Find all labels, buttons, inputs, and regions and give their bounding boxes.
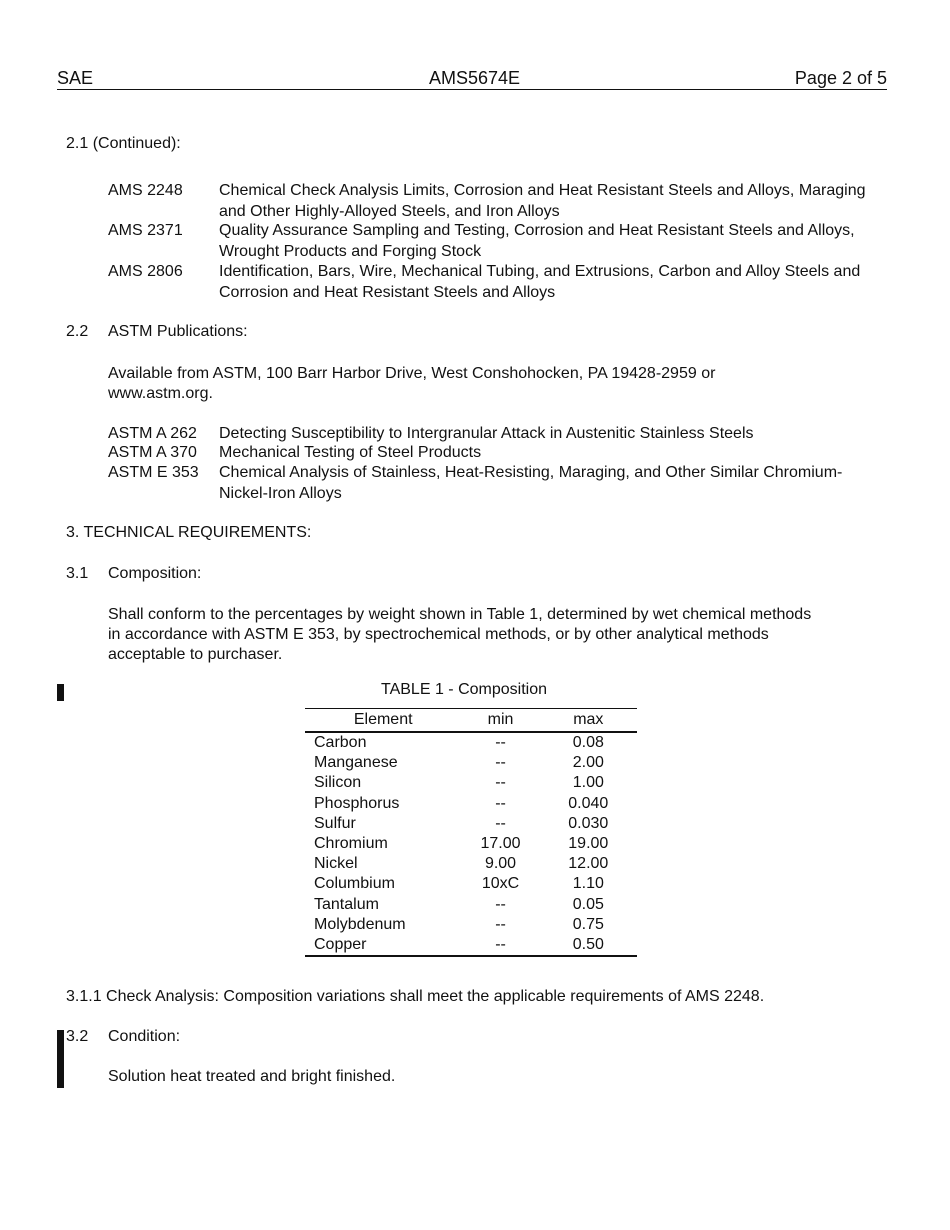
header-org: SAE: [57, 68, 94, 88]
astm-availability-line-1: Available from ASTM, 100 Barr Harbor Drive, West Conshohocken, PA 19428-2959 or: [108, 365, 716, 382]
reference-description: Chemical Check Analysis Limits, Corrosion and Heat Resistant Steels and Alloys, Maraging and Other Highly-Alloyed Steels, and Iron Alloys: [219, 182, 866, 220]
max-cell: 1.00: [572, 774, 604, 792]
min-cell: --: [495, 754, 506, 772]
table-row: [305, 814, 637, 834]
table-row: [305, 753, 637, 773]
element-cell: Sulfur: [314, 814, 356, 832]
composition-table: [305, 708, 637, 957]
reference-description: Identification, Bars, Wire, Mechanical Tubing, and Extrusions, Carbon and Alloy Steels and Corrosion and Heat Resistant Steels and Alloys: [219, 263, 861, 301]
table-row: [305, 794, 637, 814]
reference-code: AMS 2806: [108, 263, 183, 280]
element-cell: Silicon: [314, 774, 362, 792]
element-cell: Manganese: [314, 754, 398, 772]
table-row: [305, 874, 637, 894]
section-3-1-title: Composition:: [108, 565, 202, 582]
composition-paragraph-line-2: in accordance with ASTM E 353, by spectrochemical methods, or by other analytical methods: [108, 626, 769, 643]
min-cell: 9.00: [484, 855, 517, 873]
condition-text: Solution heat treated and bright finished.: [108, 1068, 396, 1085]
min-cell: 10xC: [481, 875, 520, 893]
max-cell: 2.00: [572, 754, 604, 772]
reference-code: ASTM E 353: [108, 464, 199, 481]
element-cell: Tantalum: [314, 895, 379, 913]
min-cell: --: [495, 794, 506, 812]
table-caption: TABLE 1 - Composition: [381, 681, 547, 698]
min-cell: 17.00: [480, 835, 521, 853]
column-header-min: min: [461, 709, 539, 733]
max-cell: 1.10: [572, 875, 604, 893]
max-cell: 19.00: [568, 835, 609, 853]
page-header: [57, 68, 887, 90]
section-3-2-title: Condition:: [108, 1028, 181, 1045]
max-cell: 0.08: [572, 734, 604, 752]
reference-description: Detecting Susceptibility to Intergranular Attack in Austenitic Stainless Steels: [219, 425, 754, 442]
max-cell: 0.030: [568, 814, 609, 832]
section-3-2-number: 3.2: [66, 1028, 89, 1045]
revision-change-bar: [57, 684, 64, 701]
table-row: [305, 732, 637, 753]
element-cell: Nickel: [314, 855, 358, 873]
element-cell: Columbium: [314, 875, 395, 893]
table-row: [305, 773, 637, 793]
section-3-1-number: 3.1: [66, 565, 89, 582]
min-cell: --: [495, 935, 506, 953]
reference-description: Quality Assurance Sampling and Testing, Corrosion and Heat Resistant Steels and Alloys, Wrought Products and Forging Stock: [219, 222, 855, 260]
max-cell: 0.75: [572, 915, 604, 933]
element-cell: Phosphorus: [314, 794, 400, 812]
section-2-2-number: 2.2: [66, 323, 89, 340]
reference-code: ASTM A 262: [108, 425, 197, 442]
element-cell: Copper: [314, 935, 367, 953]
table-row: [305, 915, 637, 935]
astm-availability-line-2: www.astm.org.: [108, 385, 213, 402]
max-cell: 0.05: [572, 895, 604, 913]
header-doc-number: AMS5674E: [429, 68, 521, 88]
revision-change-bar: [57, 1030, 64, 1088]
min-cell: --: [495, 774, 506, 792]
table-row: [305, 834, 637, 854]
column-header-element: Element: [305, 709, 461, 733]
section-3-1-1-text: 3.1.1 Check Analysis: Composition variations shall meet the applicable requirements of AMS 2248.: [66, 988, 765, 1005]
min-cell: --: [495, 915, 506, 933]
reference-code: ASTM A 370: [108, 444, 197, 461]
element-cell: Chromium: [314, 835, 388, 853]
reference-description: Mechanical Testing of Steel Products: [219, 444, 482, 461]
table-row: [305, 895, 637, 915]
column-header-max: max: [540, 709, 637, 733]
min-cell: --: [495, 814, 506, 832]
reference-code: AMS 2371: [108, 222, 183, 239]
min-cell: --: [495, 895, 506, 913]
table-row: [305, 854, 637, 874]
reference-code: AMS 2248: [108, 182, 183, 199]
section-2-1-heading: 2.1 (Continued):: [66, 135, 181, 152]
max-cell: 12.00: [568, 855, 609, 873]
table-header-row: [305, 709, 637, 733]
max-cell: 0.50: [572, 935, 604, 953]
max-cell: 0.040: [568, 794, 609, 812]
composition-table-body: [305, 732, 637, 956]
composition-paragraph-line-1: Shall conform to the percentages by weight shown in Table 1, determined by wet chemical methods: [108, 606, 812, 623]
composition-paragraph-line-3: acceptable to purchaser.: [108, 646, 283, 663]
section-3-heading: 3. TECHNICAL REQUIREMENTS:: [66, 524, 312, 541]
reference-description: Chemical Analysis of Stainless, Heat-Resisting, Maraging, and Other Similar Chromium-Nickel-Iron Alloys: [219, 464, 843, 502]
table-row: [305, 935, 637, 956]
element-cell: Carbon: [314, 734, 367, 752]
header-page-number: Page 2 of 5: [794, 68, 887, 88]
min-cell: --: [495, 734, 506, 752]
element-cell: Molybdenum: [314, 915, 406, 933]
section-2-2-title: ASTM Publications:: [108, 323, 248, 340]
